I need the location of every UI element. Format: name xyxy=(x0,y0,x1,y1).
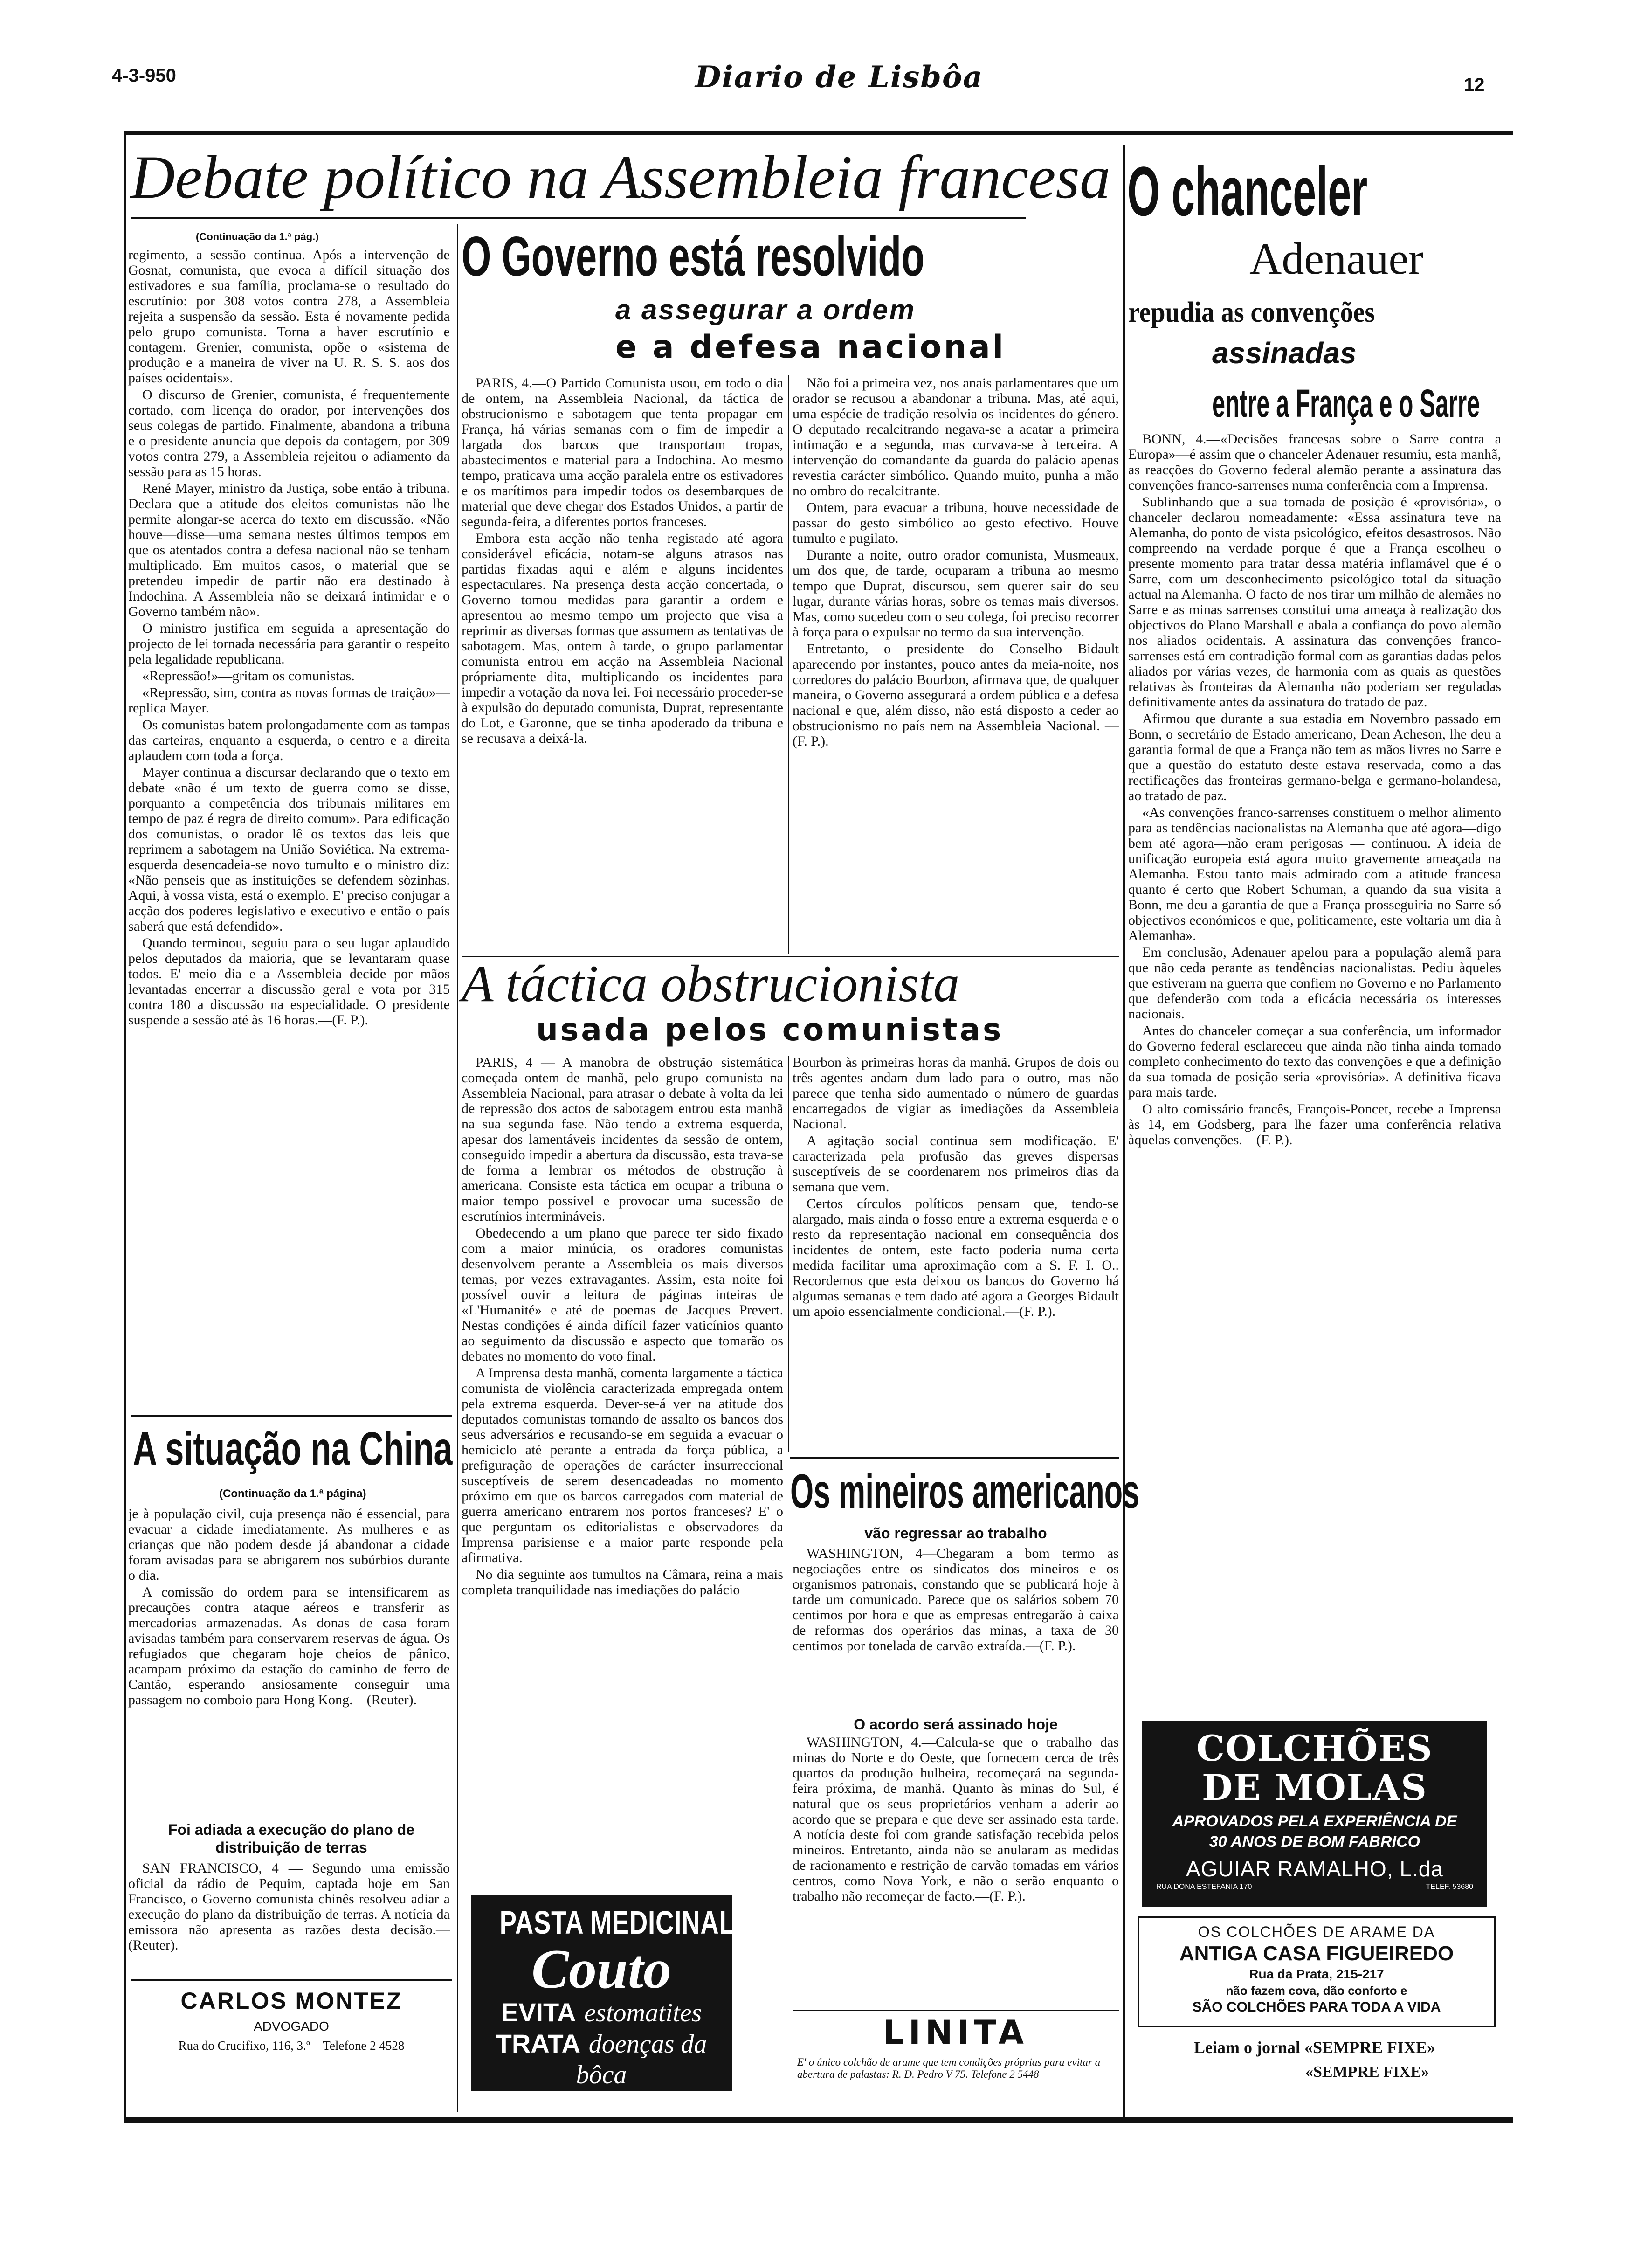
colchoes-line2: DE MOLAS xyxy=(1202,1767,1427,1808)
tactica-bottom-rule xyxy=(790,1457,1119,1459)
figueiredo-line4: não fazem cova, dão conforto e xyxy=(1226,1984,1407,1998)
mineiros-sub2: O acordo será assinado hoje xyxy=(854,1716,1058,1733)
figueiredo-ad xyxy=(1138,1916,1496,2027)
paragraph: Antes do chanceler começar a sua conferência, um informador do Governo federal esclareceu que ainda não tinha ainda tomado completo conhecimento do texto das convenções e que a definição da sua tomada de posição seria «provisória». A definitiva ficava para mais tarde. xyxy=(1128,1023,1501,1100)
frame-left xyxy=(124,131,126,2123)
paragraph: A agitação social continua sem modificação. E' caracterizada pela profusão das greves dispersas susceptíveis de se coordenarem nos primeiros dias da semana que vem. xyxy=(793,1133,1119,1195)
paragraph: René Mayer, ministro da Justiça, sobe então à tribuna. Declara que a atitude dos eleitos comunistas não lhe permite alongar-se acerca do texto em discussão. «Não houve—disse—uma semana nestes últimos tempos em que os atentados contra a defesa nacional não se tenham multiplicado. Em muitos casos, o material que se pretendeu impedir de partir não era destinado à Indochina. A Assembleia não se deixará intimidar e o Governo também não». xyxy=(128,481,450,619)
china-headline: A situação na China xyxy=(133,1423,453,1475)
paragraph: O alto comissário francês, François-Poncet, recebe a Imprensa às 14, em Godsberg, para lhe fazer uma conferência relativa àquelas convenções.—(F. P.). xyxy=(1128,1101,1501,1148)
chanceler-sub2: assinadas xyxy=(1212,336,1357,370)
col1-separator xyxy=(131,1415,452,1417)
colchoes-line1: COLCHÕES xyxy=(1196,1728,1433,1769)
mineiros-sub: vão regressar ao trabalho xyxy=(864,1525,1047,1542)
figueiredo-line5: SÃO COLCHÕES PARA TODA A VIDA xyxy=(1192,1999,1441,2015)
col1-body xyxy=(128,247,450,1408)
pasta-evita: EVITA xyxy=(501,1998,576,2027)
paragraph: Ontem, para evacuar a tribuna, houve necessidade de passar do gesto simbólico ao gesto efectivo. Houve tumulto e pugilato. xyxy=(793,500,1119,546)
paragraph: Durante a noite, outro orador comunista, Musmeaux, um dos que, de tarde, ocuparam a tribuna ao mesmo tempo que Duprat, discursou, sem querer sair do seu lugar, durante várias horas, sobre os temas mais diversos. Mas, como sucedeu com o seu colega, foi preciso recorrer à força para o expulsar no termo da sua intervenção. xyxy=(793,547,1119,640)
pasta-medicinal-ad xyxy=(471,1895,735,2091)
figueiredo-line2: ANTIGA CASA FIGUEIREDO xyxy=(1179,1942,1454,1965)
montez-rule xyxy=(131,1979,452,1981)
paragraph: Quando terminou, seguiu para o seu lugar aplaudido pelos deputados da maioria, que se levantaram quase todos. E' meio dia e a Assembleia decide por mãos levantadas encerrar a discussão geral e vota por 315 contra 180 a discussão na especialidade. O presidente suspende a sessão até às 16 horas.—(F. P.). xyxy=(128,935,450,1028)
col1-continuation: (Continuação da 1.ª pág.) xyxy=(196,231,319,242)
paragraph: Mayer continua a discursar declarando que o texto em debate «não é um texto de guerra como se disse, porquanto a competência dos tribunais militares em tempo de paz é regra de direito comum». Para edificação dos comunistas, o orador lê os textos das leis que reprimem a sabotagem na União Soviética. Na extrema-esquerda desencadeia-se novo tumulto e o ministro diz: «Não penseis que as instituições se defendem sòzinhas. Aqui, à vossa vista, está o exemplo. E' preciso conjugar a acção dos poderes legislativo e executivo e então o país saberá que está defendido». xyxy=(128,765,450,934)
colchoes-address: RUA DONA ESTEFANIA 170 xyxy=(1156,1883,1252,1891)
paragraph: PARIS, 4 — A manobra de obstrução sistemática começada ontem de manhã, pelo grupo comunista na Assembleia Nacional, para atrasar o debate à volta da lei de repressão dos actos de sabotagem entrou esta manhã na sua segunda fase. Não tendo a extrema esquerda, apesar dos lamentáveis incidentes da sessão de ontem, conseguido impedir a abertura da discussão, esta trava-se de forma a lembrar os métodos de obstrução à americana. Consiste esta táctica em ocupar a tribuna o maior tempo possível e provocar uma sucessão de escrutínios intermináveis. xyxy=(462,1055,783,1224)
frame-top xyxy=(124,131,1513,135)
mineiros-headline: Os mineiros americanos xyxy=(790,1465,1140,1519)
figueiredo-line3: Rua da Prata, 215-217 xyxy=(1249,1967,1384,1981)
sempre-fixe-line1: Leiam o jornal «SEMPRE FIXE» xyxy=(1194,2038,1435,2057)
paragraph: Obedecendo a um plano que parece ter sido fixado com a maior minúcia, os oradores comunistas desenvolvem perante a Assembleia os mais diversos temas, por vezes extravagantes. Assim, esta noite foi possível ouvir a leitura de páginas inteiras de «L'Humanité» e até de poemas de Jacques Prevert. Nestas condições é ainda difícil fazer vaticínios quanto ao seguimento da discussão e aspecto que tomarão os debates no momento do voto final. xyxy=(462,1225,783,1364)
china-continuation: (Continuação da 1.ª página) xyxy=(219,1487,366,1500)
mineiros-body xyxy=(793,1546,1119,1714)
paragraph: regimento, a sessão continua. Após a intervenção de Gosnat, comunista, que evoca a difícil situação dos estivadores e sua família, proclama-se o resultado do escrutínio: por 308 votos contra 278, a Assembleia rejeita a suspensão da sessão. Esta é novamente pedida pelo grupo comunista. Torna a haver escrutínio e contagem. Grenier, comunista, opõe o «sistema de produção e a maneira de viver na U. R. S. S. aos dos países ocidentais». xyxy=(128,247,450,386)
paragraph: Não foi a primeira vez, nos anais parlamentares que um orador se recusou a abandonar a tribuna. Mas, até aqui, uma espécie de tradição resolvia os incidentes do género. O deputado recalcitrando negava-se a acatar a primeira intimação e a segunda, mas curvava-se à terceira. A intervenção do comandante da guarda do palácio apenas revestia carácter simbólico. Quando muito, punha a mão no ombro do recalcitrante. xyxy=(793,375,1119,498)
issue-date: 4-3-950 xyxy=(112,65,176,86)
paragraph: WASHINGTON, 4.—Calcula-se que o trabalho das minas do Norte e do Oeste, que fornecem cerca de três quartos da produção hulheira, recomeçará na segunda-feira próxima, de manhã. Quanto às minas do Sul, é natural que os seus proprietários venham a aderir ao acordo que se prepara e que deve ser assinado esta tarde. A notícia deste foi com grande satisfação recebida pelos mineiros. Entretanto, ainda não se anularam as medidas de racionamento e restrição de carvão tomadas em vários centros, como Nova York, e não o serão enquanto o trabalho não recomeçar de facto.—(F. P.). xyxy=(793,1735,1119,1904)
montez-role: ADVOGADO xyxy=(254,2019,329,2033)
divider-c3 xyxy=(1123,145,1125,2117)
paragraph: Embora esta acção não tenha registado até agora considerável eficácia, notam-se alguns atrasos nas partidas fixadas aqui e além e alguns incidentes espectaculares. Na presença desta acção concertada, o Governo tomou medidas para garantir a ordem e apresentou ao mesmo tempo um projecto que visa a reprimir as diversas formas que assumem as tentativas de sabotagem. Mas, ontem à tarde, o grupo parlamentar comunista entrou em acção na Assembleia Nacional própriamente dita, multiplicando os incidentes para impedir a votação da nova lei. Foi necessário proceder-se à expulsão do deputado comunista, Duprat, representante do Lot, e Garonne, que se tinha apoderado da tribuna e se recusava a deixá-la. xyxy=(462,531,783,746)
governo-right-body xyxy=(793,375,1119,954)
newspaper-masthead: Diario de Lisbôa xyxy=(695,60,984,95)
paragraph: Entretanto, o presidente do Conselho Bidault aparecendo por instantes, pouco antes da meia-noite, nos corredores do palácio Bourbon, afirmava que, de qualquer maneira, o Governo assegurará a ordem pública e a defesa nacional e que, além disso, não está disposto a ceder ao obstrucionismo no país nem na Assembleia Nacional. —(F. P.). xyxy=(793,641,1119,749)
paragraph: SAN FRANCISCO, 4 — Segundo uma emissão oficial da rádio de Pequim, captada hoje em San Francisco, o Governo comunista chinês resolveu adiar a execução do plano da distribuição de terras. A notícia da emissora não apresenta as razões desta decisão.—(Reuter). xyxy=(128,1860,450,1953)
linita-rule xyxy=(793,2010,1119,2011)
china-subheadline: Foi adiada a execução do plano de distribuição de terras xyxy=(168,1821,415,1856)
colchoes-phone: TELEF. 53680 xyxy=(1426,1883,1473,1891)
china-sub-body xyxy=(128,1860,450,1968)
divider-c2-mid xyxy=(788,1056,789,1452)
linita-brand: LINITA xyxy=(883,2013,1028,2052)
paragraph: Certos círculos políticos pensam que, tendo-se alargado, mais ainda o fosso entre a extrema esquerda e o resto da representação nacional em consequência dos incidentes de ontem, este facto poderia numa certa medida facilitar uma aproximação com a S. F. I. O.. Recordemos que esta deixou os bancos do Governo há algumas semanas e tem dado até agora a Georges Bidault um apoio essencialmente condicional.—(F. P.). xyxy=(793,1196,1119,1319)
colchoes-molas-ad xyxy=(1142,1721,1487,1907)
paragraph: A Imprensa desta manhã, comenta largamente a táctica comunista de violência caracterizada empregada ontem pela extrema esquerda. Dever-se-á ver na atitude dos deputados comunistas tomando de assalto os bancos dos seus adversários e recusando-se em seguida a evacuar o hemiciclo até perante a entrada da força pública, a prefiguração de operações de carácter insurreccional susceptíveis de serem desencadeadas no momento próximo em que os barcos carregados com material de guerra americano entrarem nos portos franceses? E' o que perguntam os editorialistas e observadores da Imprensa parisiense e a maior parte responde pela afirmativa. xyxy=(462,1365,783,1565)
montez-address: Rua do Crucifixo, 116, 3.º—Telefone 2 4528 xyxy=(178,2039,405,2053)
pasta-estomatites: estomatites xyxy=(584,1998,702,2027)
paragraph: No dia seguinte aos tumultos na Câmara, reina a mais completa tranquilidade nas imediações do palácio xyxy=(462,1567,783,1597)
governo-left-body xyxy=(462,375,783,954)
linita-text: E' o único colchão de arame que tem condições próprias para evitar a abertura de palastas: R. D. Pedro V 75. Telefone 2 5448 xyxy=(797,2056,1101,2080)
paragraph: A comissão do ordem para se intensificarem as precauções contra ataque aéreos e transferir as mercadorias armazenadas. As donas de casa foram avisadas também para conservarem reservas de água. Os refugiados que chegaram hoje cheios de pânico, acampam próximo da estação do caminho de ferro de Cantão, esperando ansiosamente conseguir uma passagem no comboio para Hong Kong.—(Reuter). xyxy=(128,1584,450,1708)
tactica-right-body xyxy=(793,1055,1119,1451)
colchoes-line4: 30 ANOS DE BOM FABRICO xyxy=(1209,1833,1420,1851)
figueiredo-line1: OS COLCHÕES DE ARAME DA xyxy=(1198,1923,1435,1940)
chanceler-sub1: repudia as convenções xyxy=(1128,297,1375,328)
colchoes-line5: AGUIAR RAMALHO, L.da xyxy=(1186,1857,1443,1881)
paragraph: BONN, 4.—«Decisões francesas sobre o Sarre contra a Europa»—é assim que o chanceler Adenauer resumiu, esta manhã, as reacções do Governo federal alemão perante a assinatura das convenções franco-sarrenses numa conferência com a Imprensa. xyxy=(1128,431,1501,493)
pasta-line1: PASTA MEDICINAL xyxy=(499,1904,735,1941)
paragraph: Bourbon às primeiras horas da manhã. Grupos de dois ou três agentes andam dum lado para o outro, mas não parece que tenha sido aumentado o número de guardas encarregados de vigiar as imediações da Assembleia Nacional. xyxy=(793,1055,1119,1132)
china-body xyxy=(128,1506,450,1805)
governo-sub2: e a defesa nacional xyxy=(615,329,1006,366)
tactica-sub: usada pelos comunistas xyxy=(536,1012,1004,1048)
pasta-brand: Couto xyxy=(531,1938,672,2000)
montez-name: CARLOS MONTEZ xyxy=(180,1988,402,2014)
paragraph: «As convenções franco-sarrenses constituem o melhor alimento para as tendências nacionalistas na Alemanha que até agora—digo bem até agora—não eram perigosas — continuou. A ideia de unificação europeia está agora muito gravemente ameaçada na Alemanha. Estou tanto mais admirado com a atitude francesa quanto é certo que Robert Schuman, a quando da sua visita a Bonn, me deu a garantia de que a França prosseguiria no Sarre só objectivos económicos e que, politicamente, este voltaria um dia à Alemanha». xyxy=(1128,805,1501,943)
paragraph: je à população civil, cuja presença não é essencial, para evacuar a cidade imediatamente. As mulheres e as crianças que não podem desde já abandonar a cidade foram avisadas para se abrigarem nos subúrbios durante o dia. xyxy=(128,1506,450,1583)
paragraph: Afirmou que durante a sua estadia em Novembro passado em Bonn, o secretário de Estado americano, Dean Acheson, lhe deu a garantia formal de que a França não tem as mãos livres no Sarre e que a questão do estatuto deste estava reservada, como a das rectificações das fronteiras germano-belga e germano-holandesa, ao tratado de paz. xyxy=(1128,711,1501,803)
page-number: 12 xyxy=(1464,75,1485,95)
chanceler-sub3: entre a França e o Sarre xyxy=(1212,381,1480,425)
paragraph: WASHINGTON, 4—Chegaram a bom termo as negociações entre os sindicatos dos mineiros e os organismos patronais, constando que se publicará hoje à tarde um comunicado. Parece que os salários sobem 70 centimos por hora e que as empresas entregarão à caixa de reformas dos operários das minas, a taxa de 30 centimos por tonelada de carvão extraída.—(F. P.). xyxy=(793,1546,1119,1653)
colchoes-line3: APROVADOS PELA EXPERIÊNCIA DE xyxy=(1172,1812,1457,1830)
paragraph: O discurso de Grenier, comunista, é frequentemente cortado, com licença do orador, por intervenções dos seus colegas de partido. Finalmente, abandona a tribuna e o presidente anuncia que depois da contagem, por 309 votos contra 279, a Assembleia rejeitou o adiamento da sessão para as 15 horas. xyxy=(128,387,450,479)
paragraph: Em conclusão, Adenauer apelou para a população alemã para que não ceda perante as tendências nacionalistas. Pediu àqueles que estiveram na guerra que confiem no Governo e no Parlamento que defenderão com toda a eficácia necessária os interesses nacionais. xyxy=(1128,945,1501,1022)
sempre-fixe-line2: «SEMPRE FIXE» xyxy=(1305,2063,1429,2081)
divider-c1 xyxy=(457,224,458,2112)
tactica-headline: A táctica obstrucionista xyxy=(462,955,960,1013)
pasta-doencas: doenças da bôca xyxy=(576,2030,707,2089)
pasta-trata: TRATA xyxy=(496,2029,581,2058)
paragraph: O ministro justifica em seguida a apresentação do projecto de lei tornada necessária para garantir o respeito pela legalidade republicana. xyxy=(128,621,450,667)
governo-headline: O Governo está resolvido xyxy=(462,225,925,288)
paragraph: PARIS, 4.—O Partido Comunista usou, em todo o dia de ontem, na Assembleia Nacional, da táctica de obstrucionismo e sabotagem que tenta propagar em França, há várias semanas com o fim de impedir a largada dos barcos que transportam tropas, abastecimentos e material para a Indochina. Ao mesmo tempo, praticava uma acção paralela entre os estivadores e os marítimos para impedir todos os desembarques de material que deve chegar dos Estados Unidos, a partir de segunda-feira, a diferentes portos franceses. xyxy=(462,375,783,529)
chanceler-headline2: Adenauer xyxy=(1249,234,1424,284)
chanceler-headline: O chanceler xyxy=(1127,152,1368,230)
banner-headline: Debate político na Assembleia francesa xyxy=(131,143,1110,211)
governo-sub1: a assegurar a ordem xyxy=(615,294,916,325)
divider-c2-top xyxy=(788,375,789,954)
chanceler-body xyxy=(1128,431,1501,1709)
paragraph: «Repressão, sim, contra as novas formas de traição»—replica Mayer. xyxy=(128,685,450,716)
paragraph: Sublinhando que a sua tomada de posição é «provisória», o chanceler declarou nomeadamente: «Essa assinatura teve na Alemanha, do ponto de vista psicológico, efeitos desastrosos. Não compreendo na verdade porque é que a França escolheu o presente momento para tratar dessa matéria inflamável que é o Sarre, com um desconhecimento psicológico total da situação actual na Alemanha. O facto de nos tirar um milhão de alemães no Sarre e as minas sarrenses constitui uma ameaça à realização dos objectivos do Plano Marshall e abala a confiança do povo alemão nos aliados ocidentais. A assinatura das convenções franco-sarrenses está em contradição formal com as garantias dadas pelos aliados por várias vezes, de harmonia com as quais as questões relativas às fronteiras da Alemanha não poderiam ser reguladas definitivamente antes da assinatura do tratado de paz. xyxy=(1128,494,1501,710)
banner-rule xyxy=(131,217,1026,219)
frame-bottom xyxy=(124,2117,1513,2123)
paragraph: «Repressão!»—gritam os comunistas. xyxy=(142,668,355,684)
mineiros-body2 xyxy=(793,1735,1119,2005)
paragraph: Os comunistas batem prolongadamente com as tampas das carteiras, enquanto a esquerda, o centro e a direita aplaudem com toda a força. xyxy=(128,717,450,763)
